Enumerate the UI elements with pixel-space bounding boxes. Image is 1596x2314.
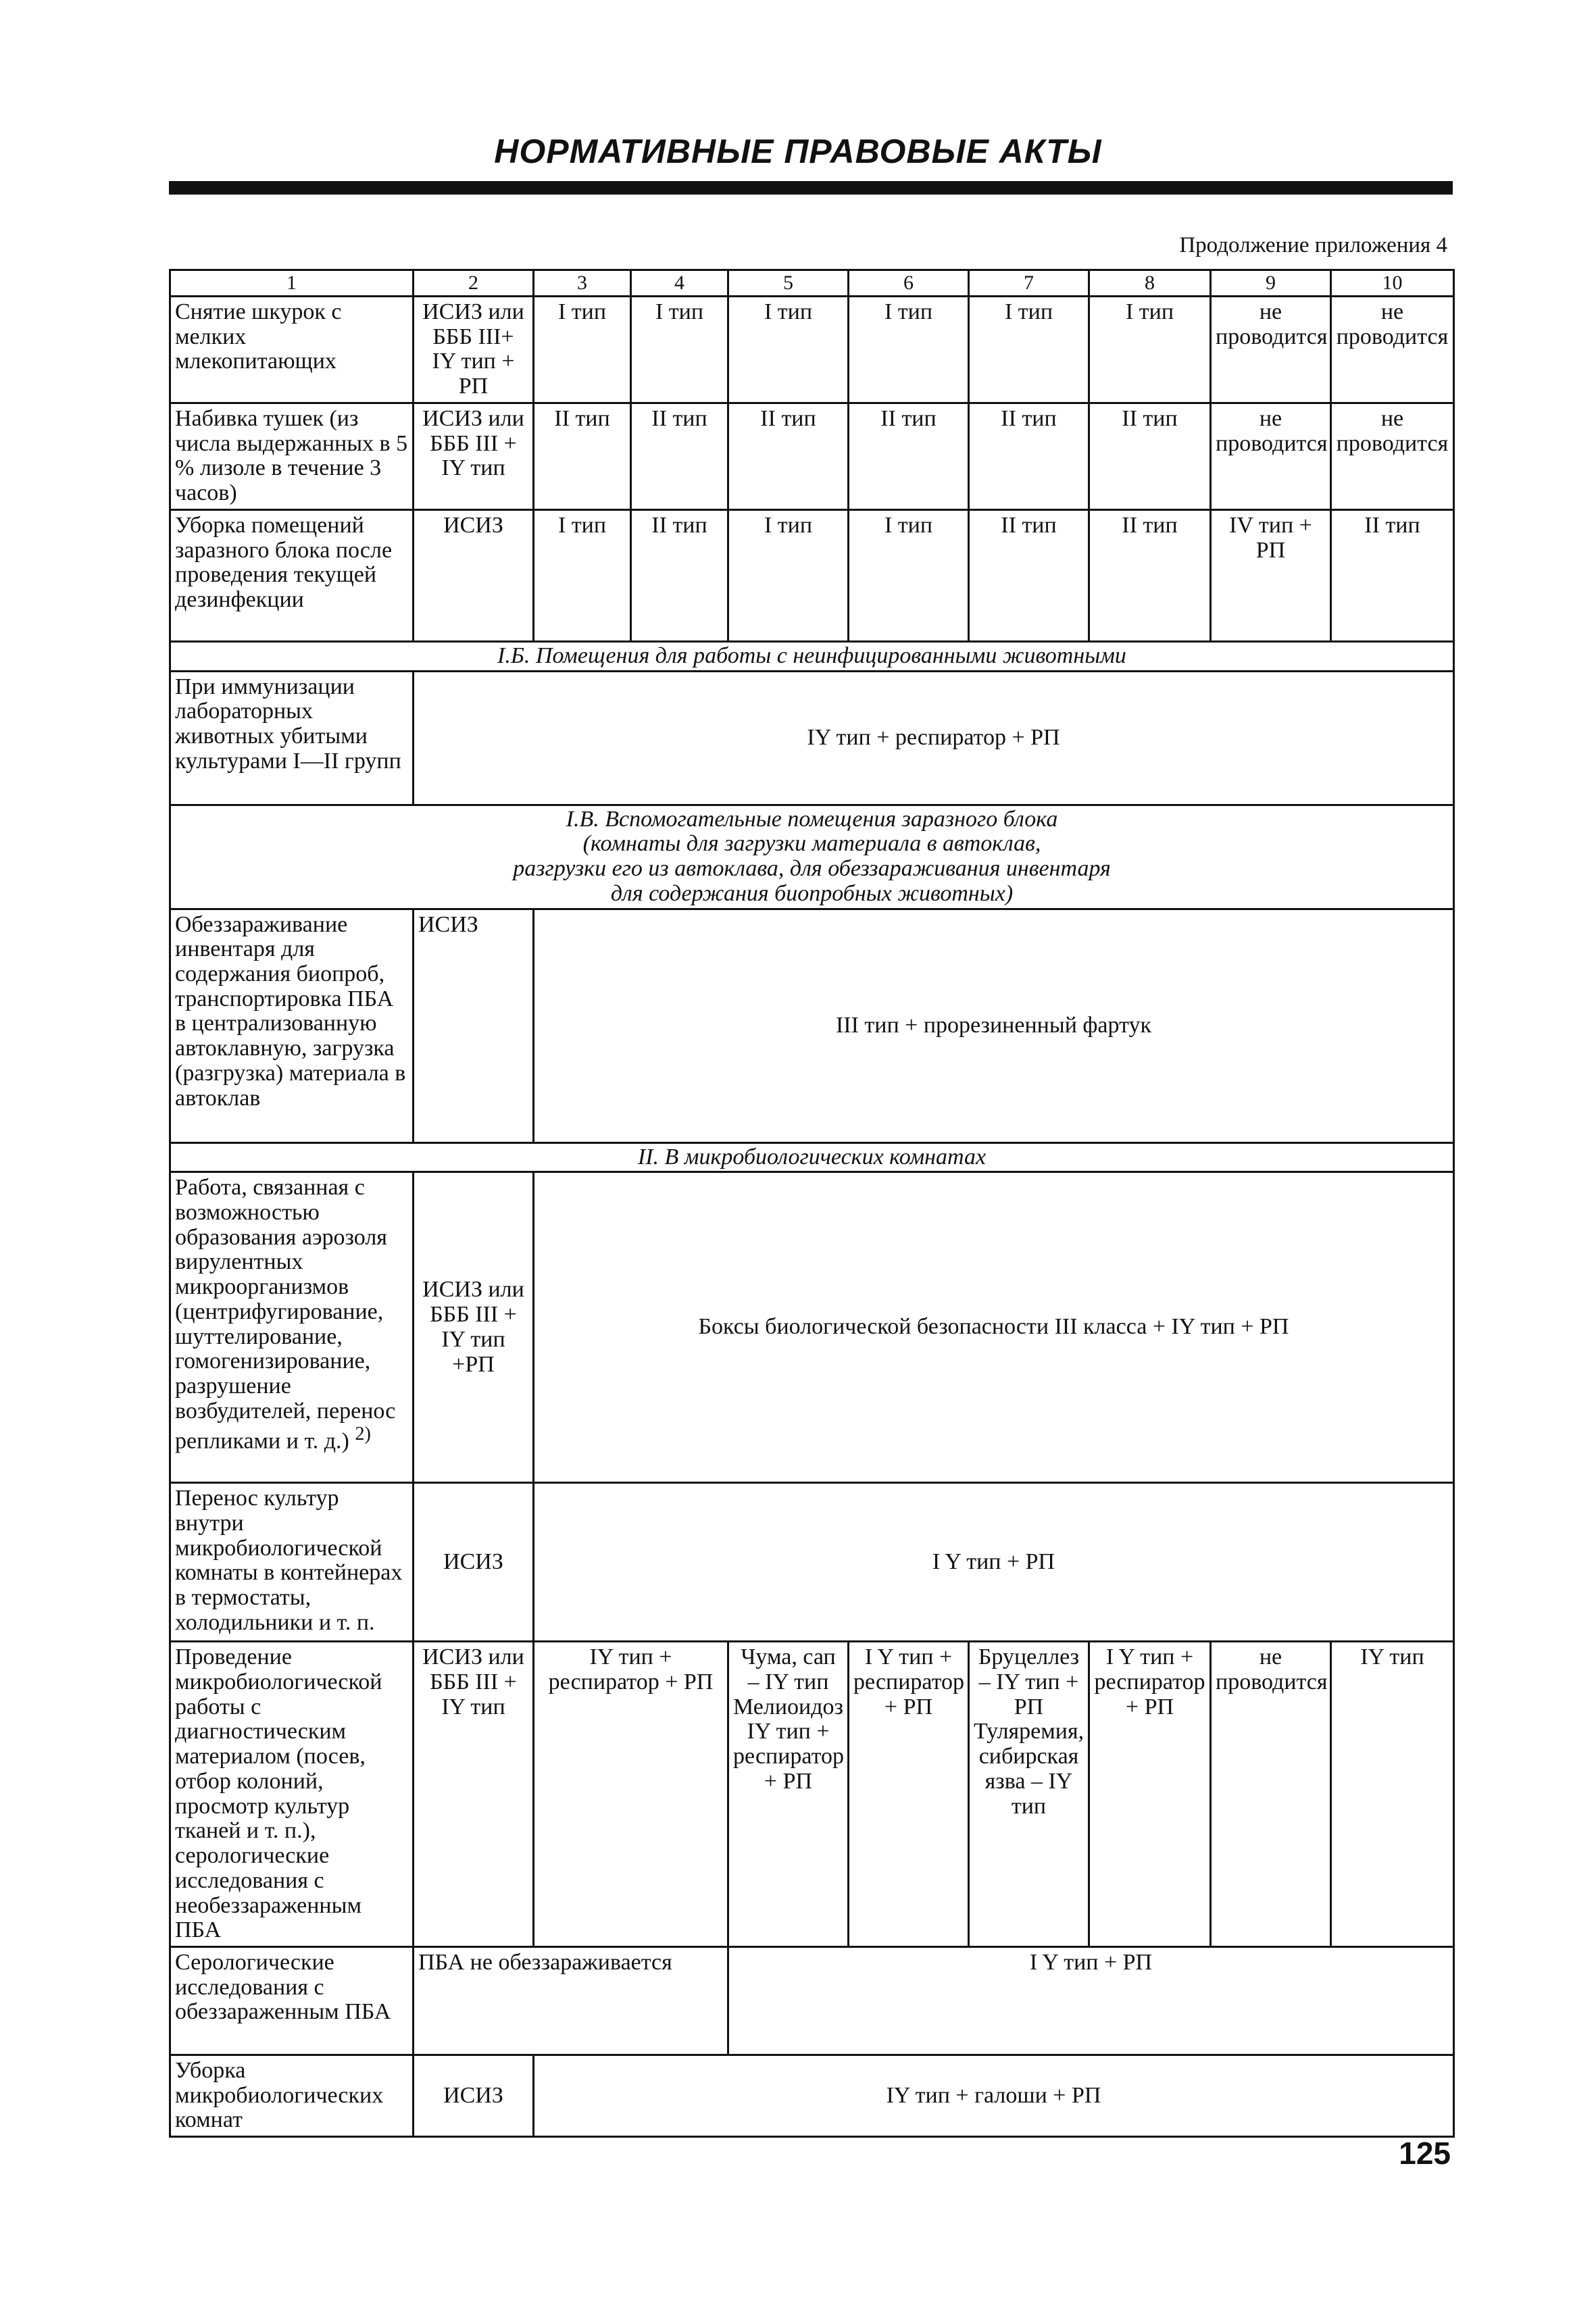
table-row (170, 909, 1454, 1142)
table-cell: I тип (969, 297, 1089, 403)
table-cell: Бруцеллез – IY тип + РП Туляремия, сибирская язва – IY тип (969, 1642, 1089, 1947)
section-heading-line: для содержания биопробных животных) (610, 880, 1014, 906)
section-heading-line: разгрузки его из автоклава, для обеззараживания инвентаря (513, 856, 1111, 882)
table-row (170, 403, 1454, 510)
table-cell: ИСИЗ (414, 2055, 534, 2136)
row-label: Обеззараживание инвентаря для содержания биопроб, транспортировка ПБА в централизованную автоклавную, загрузка (разгрузка) материала в автоклав (170, 909, 414, 1142)
table-cell: ПБА не обеззараживается (414, 1946, 728, 2055)
column-number: 10 (1331, 270, 1454, 297)
table-cell: ИСИЗ (414, 909, 534, 1142)
table-cell: I тип (849, 510, 969, 642)
table-cell: I тип (631, 297, 728, 403)
table-cell: ИСИЗ или БББ III+ IY тип + РП (414, 297, 534, 403)
table-row (170, 1946, 1454, 2055)
section-heading: II. В микробиологических комнатах (170, 1142, 1454, 1172)
header-rule (169, 181, 1453, 195)
table-cell: не проводится (1211, 1642, 1331, 1947)
table-cell: I тип (728, 510, 849, 642)
table-cell: не проводится (1211, 297, 1331, 403)
column-number-row (170, 270, 1454, 297)
section-heading (170, 805, 1454, 909)
page-header-title: НОРМАТИВНЫЕ ПРАВОВЫЕ АКТЫ (494, 132, 1102, 170)
table-cell: II тип (969, 510, 1089, 642)
table-cell: I тип (534, 510, 631, 642)
table-cell: II тип (1331, 510, 1454, 642)
table-cell: IY тип + респиратор + РП (414, 671, 1454, 805)
table-row (170, 1483, 1454, 1642)
row-label: Уборка помещений заразного блока после проведения текущей дезинфекции (170, 510, 414, 642)
table-cell: I Y тип + респиратор + РП (849, 1642, 969, 1947)
section-row (170, 1142, 1454, 1172)
continuation-note: Продолжение приложения 4 (1179, 233, 1447, 257)
table-cell: ИСИЗ или БББ III + IY тип (414, 1642, 534, 1947)
table-cell: III тип + прорезиненный фартук (534, 909, 1454, 1142)
column-number: 1 (170, 270, 414, 297)
section-heading-line: I.В. Вспомогательные помещения заразного блока (566, 806, 1058, 832)
table-cell: не проводится (1331, 297, 1454, 403)
column-number: 7 (969, 270, 1089, 297)
section-heading-line: (комнаты для загрузки материала в автоклав, (582, 831, 1041, 857)
table-cell: IY тип + галоши + РП (534, 2055, 1454, 2136)
table-cell: I Y тип + респиратор + РП (1089, 1642, 1211, 1947)
table-row (170, 2055, 1454, 2136)
column-number: 2 (414, 270, 534, 297)
table-cell: IY тип + респиратор + РП (534, 1642, 728, 1947)
table-cell: I тип (534, 297, 631, 403)
table-cell: не проводится (1331, 403, 1454, 510)
table-cell: II тип (1089, 403, 1211, 510)
row-label: Серологические исследования с обеззараженным ПБА (170, 1946, 414, 2055)
column-number: 8 (1089, 270, 1211, 297)
table-cell: I тип (849, 297, 969, 403)
table-cell: II тип (969, 403, 1089, 510)
row-label: Проведение микробиологической работы с диагностическим материалом (посев, отбор колоний, просмотр культур тканей и т. п.), серологические исследования с необеззараженным ПБА (170, 1642, 414, 1947)
row-label-text: Работа, связанная с возможностью образования аэрозоля вирулентных микроорганизмов (центрифугирование, шуттелирование, гомогенизирование, разрушение возбудителей, перенос репликами и т. д.) (175, 1175, 396, 1453)
table-cell: IY тип (1331, 1642, 1454, 1947)
table-cell: I тип (1089, 297, 1211, 403)
table-row (170, 1642, 1454, 1947)
column-number: 9 (1211, 270, 1331, 297)
footnote-mark: 2) (355, 1423, 371, 1444)
row-label: Перенос культур внутри микробиологической комнаты в контейнерах в термостаты, холодильники и т. п. (170, 1483, 414, 1642)
row-label: Уборка микробиологических комнат (170, 2055, 414, 2136)
section-row (170, 805, 1454, 909)
section-heading: I.Б. Помещения для работы с неинфицированными животными (170, 642, 1454, 672)
table-cell: II тип (728, 403, 849, 510)
table-row (170, 671, 1454, 805)
table-cell: не проводится (1211, 403, 1331, 510)
table-row (170, 297, 1454, 403)
table-cell: II тип (1089, 510, 1211, 642)
column-number: 3 (534, 270, 631, 297)
regulation-table (169, 269, 1455, 2138)
table-cell: II тип (849, 403, 969, 510)
table-cell: IV тип + РП (1211, 510, 1331, 642)
row-label: Набивка тушек (из числа выдержанных в 5 % лизоле в течение 3 часов) (170, 403, 414, 510)
table-cell: ИСИЗ или БББ III + IY тип (414, 403, 534, 510)
row-label (170, 1172, 414, 1483)
table-cell: II тип (631, 510, 728, 642)
table-cell: Чума, сап – IY тип Мелиоидоз IY тип + респиратор + РП (728, 1642, 849, 1947)
column-number: 6 (849, 270, 969, 297)
table-row (170, 1172, 1454, 1483)
table-cell: Боксы биологической безопасности III класса + IY тип + РП (534, 1172, 1454, 1483)
table-cell: I Y тип + РП (728, 1946, 1454, 2055)
table-cell: ИСИЗ (414, 510, 534, 642)
table-cell: I тип (728, 297, 849, 403)
column-number: 5 (728, 270, 849, 297)
table-cell: ИСИЗ (414, 1483, 534, 1642)
row-label: Снятие шкурок с мелких млекопитающих (170, 297, 414, 403)
table-cell: II тип (534, 403, 631, 510)
column-number: 4 (631, 270, 728, 297)
page-number: 125 (1399, 2136, 1451, 2171)
table-cell: ИСИЗ или БББ III + IY тип +РП (414, 1172, 534, 1483)
table-cell: II тип (631, 403, 728, 510)
section-row (170, 642, 1454, 672)
row-label: При иммунизации лабораторных животных убитыми культурами I—II групп (170, 671, 414, 805)
table-row (170, 510, 1454, 642)
table-cell: I Y тип + РП (534, 1483, 1454, 1642)
